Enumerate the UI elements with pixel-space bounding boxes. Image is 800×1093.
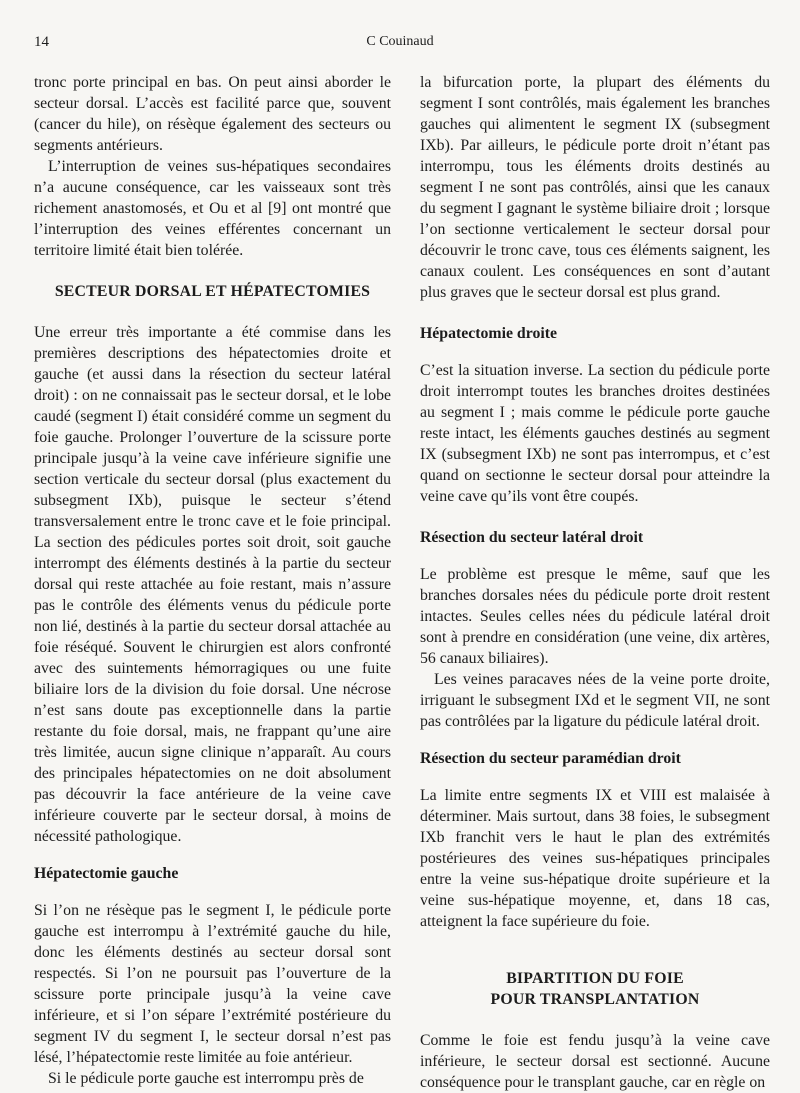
subsection-heading-gauche: Hépatectomie gauche (34, 865, 179, 882)
paragraph: Le problème est presque le même, sauf que les branches dorsales nées du pédicule porte droit restent intactes. Seules celles nées du pédicule latéral droit sont à prendre en considération (une veine, dix artères, 56 canaux biliaires). (420, 566, 770, 667)
paragraph: tronc porte principal en bas. On peut ainsi aborder le secteur dorsal. L’accès est facilité parce que, souvent (cancer du hile), on résèque également des secteurs ou segments antérieurs. (34, 74, 391, 154)
section-heading-dorsal: SECTEUR DORSAL ET HÉPATECTOMIES (54, 283, 371, 300)
right-column (420, 72, 770, 1093)
paragraph: La limite entre segments IX et VIII est malaisée à déterminer. Mais surtout, dans 38 foies, le subsegment IXb franchit vers le haut le plan des extrémités postérieures des veines sus-hépatiques principales entre la veine sus-hépatique droite supérieure et la veine sus-hépatique moyenne, et, dans 18 cas, atteignent la face supérieure du foie. (420, 787, 770, 930)
paragraph: Les veines paracaves nées de la veine porte droite, irriguant le subsegment IXd et le segment VII, ne sont pas contrôlées par la ligature du pédicule latéral droit. (420, 671, 770, 730)
subsection-heading-paramedian: Résection du secteur paramédian droit (420, 750, 681, 767)
paragraph: C’est la situation inverse. La section du pédicule porte droit interrompt toutes les branches droites destinées au segment I ; mais comme le pédicule porte gauche reste intact, les éléments gauches destinés au segment IX (subsegment IXb) ne sont pas interrompus, et c’est quand on sectionne le secteur dorsal pour atteindre la veine cave qu’ils vont être coupés. (420, 362, 770, 505)
paragraph: L’interruption de veines sus-hépatiques secondaires n’a aucune conséquence, car les vaisseaux sont très richement anastomosés, et Ou et al [9] ont montré que l’interruption des veines efférentes concernant un territoire limité était bien tolérée. (34, 158, 391, 259)
paragraph: la bifurcation porte, la plupart des éléments du segment I sont contrôlés, mais également les branches gauches qui alimentent le segment IX (subsegment IXb). Par ailleurs, le pédicule porte droit n’étant pas interrompu, tous les éléments droits destinés au segment I ne sont pas contrôlés, ainsi que les canaux du segment I gagnant le système biliaire droit ; lorsque l’on sectionne verticalement le secteur dorsal pour découvrir le tronc cave, tous ces éléments saignent, les canaux coulent. Les conséquences en sont d’autant plus graves que le secteur dorsal est plus grand. (420, 74, 770, 301)
section-heading-bipartition: BIPARTITION DU FOIE (506, 970, 684, 987)
paragraph: Comme le foie est fendu jusqu’à la veine cave inférieure, le secteur dorsal est sectionné. Aucune conséquence pour le transplant gauche, car en règle on (420, 1032, 770, 1091)
left-column (34, 72, 391, 1089)
subsection-heading-droite: Hépatectomie droite (420, 325, 558, 342)
section-heading-bipartition-line2: POUR TRANSPLANTATION (490, 991, 700, 1008)
subsection-heading-lateral: Résection du secteur latéral droit (420, 529, 644, 546)
paragraph: Si l’on ne résèque pas le segment I, le pédicule porte gauche est interrompu à l’extrémité gauche du hile, donc les éléments destinés au secteur dorsal sont respectés. Si l’on ne poursuit pas l’ouverture de la scissure porte principale jusqu’à la veine cave inférieure, et si l’on sépare l’extrémité postérieure du segment IV du segment I, le secteur dorsal n’est pas lésé, l’hépatectomie reste limitée au foie antérieur. (34, 902, 391, 1066)
page-header (34, 34, 766, 54)
page-number: 14 (34, 34, 49, 50)
paragraph: Une erreur très importante a été commise dans les premières descriptions des hépatectomies droite et gauche (et aussi dans la résection du secteur latéral droit) : on ne connaissait pas le secteur dorsal, et le lobe caudé (segment I) était considéré comme un segment du foie gauche. Prolonger l’ouverture de la scissure porte principale jusqu’à la veine cave inférieure signifie une section verticale du secteur dorsal (plus exactement du subsegment IXb), puisque le secteur s’étend transversalement entre le tronc cave et le foie principal. La section des pédicules portes soit droit, soit gauche interrompt des éléments destinés à la partie du secteur dorsal qui reste attachée au foie restant, mais n’assure pas le contrôle des éléments venus du pédicule porte non lié, destinés à la partie du secteur dorsal attachée au foie réséqué. Souvent le chirurgien est alors confronté avec des suintements hémorragiques ou une fuite biliaire lors de la division du foie dorsal. Une nécrose n’est sans doute pas exceptionnelle dans la partie restante du foie dorsal, mais, ne frappant qu’une aire très limitée, aucun signe clinique n’apparaît. Au cours des principales hépatectomies on ne doit absolument pas découvrir la face antérieure de la veine cave inférieure couverte par le secteur dorsal, à moins de nécessité pathologique. (34, 324, 391, 845)
paragraph: Si le pédicule porte gauche est interrompu près de (48, 1070, 364, 1087)
running-title: C Couinaud (366, 34, 434, 49)
